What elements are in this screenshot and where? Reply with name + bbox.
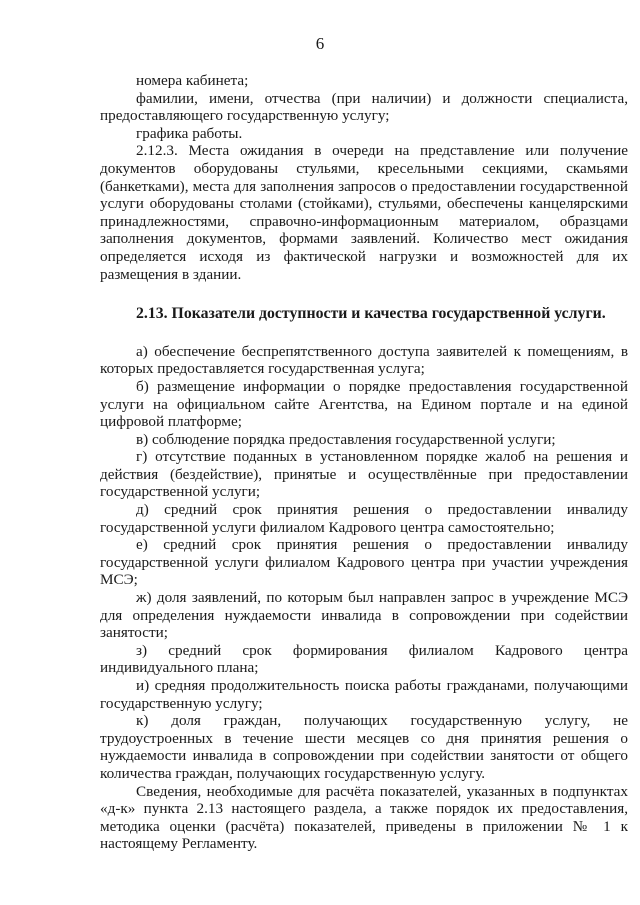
indicator-item: а) обеспечение беспрепятственного доступа заявителей к помещениям, в которых предоставляется государственная услуга; (100, 342, 628, 378)
indicator-item: в) соблюдение порядка предоставления государственной услуги; (136, 430, 556, 448)
indicator-item: б) размещение информации о порядке предоставления государственной услуги на официальном сайте Агентства, на Едином портале и на единой цифровой платформе; (100, 377, 628, 431)
indicator-item: г) отсутствие поданных в установленном порядке жалоб на решения и действия (бездействие), принятые и осуществлённые при предоставлении государственной услуги; (100, 448, 628, 501)
indicator-item: к) доля граждан, получающих государственную услугу, не трудоустроенных в течение шести месяцев со дня принятия решения о нуждаемости инвалида в сопровождении при содействии занятости от общего количества граждан, получающих государственную услугу. (100, 712, 628, 782)
list-item: графика работы. (136, 124, 243, 142)
page-number: 6 (315, 34, 325, 53)
indicator-item: е) средний срок принятия решения о предоставлении инвалиду государственной услуги филиалом Кадрового центра при участии учреждения МСЭ; (100, 536, 628, 589)
document-body (100, 72, 628, 853)
indicator-item: д) средний срок принятия решения о предоставлении инвалиду государственной услуги филиалом Кадрового центра самостоятельно; (100, 501, 628, 536)
list-item: номера кабинета; (136, 72, 249, 89)
paragraph-2-12-3: 2.12.3. Места ожидания в очереди на представление или получение документов оборудованы стульями, кресельными секциями, скамьями (банкетками), места для заполнения запросов о предоставлении государственной услуги оборудованы столами (стойками), стульями, обеспечены канцелярскими принадлежностями, справочно-информационным материалом, образцами заполнения документов, формами заявлений. Количество мест ожидания определяется исходя из фактической нагрузки и возможностей для их размещения в здании. (100, 142, 628, 283)
indicator-item: ж) доля заявлений, по которым был направлен запрос в учреждение МСЭ для определения нуждаемости инвалида в сопровождении при содействии занятости; (100, 589, 628, 642)
closing-paragraph: Сведения, необходимые для расчёта показателей, указанных в подпунктах «д-к» пункта 2.13 настоящего раздела, а также порядок их предоставления, методика оценки (расчёта) показателей, приведены в приложении № 1 к настоящему Регламенту. (100, 782, 628, 853)
list-item: фамилии, имени, отчества (при наличии) и должности специалиста, предоставляющего государственную услугу; (100, 89, 628, 125)
section-heading: 2.13. Показатели доступности и качества государственной услуги. (136, 305, 606, 323)
indicator-item: и) средняя продолжительность поиска работы гражданами, получающими государственную услугу; (100, 677, 628, 712)
indicator-item: з) средний срок формирования филиалом Кадрового центра индивидуального плана; (100, 641, 628, 677)
